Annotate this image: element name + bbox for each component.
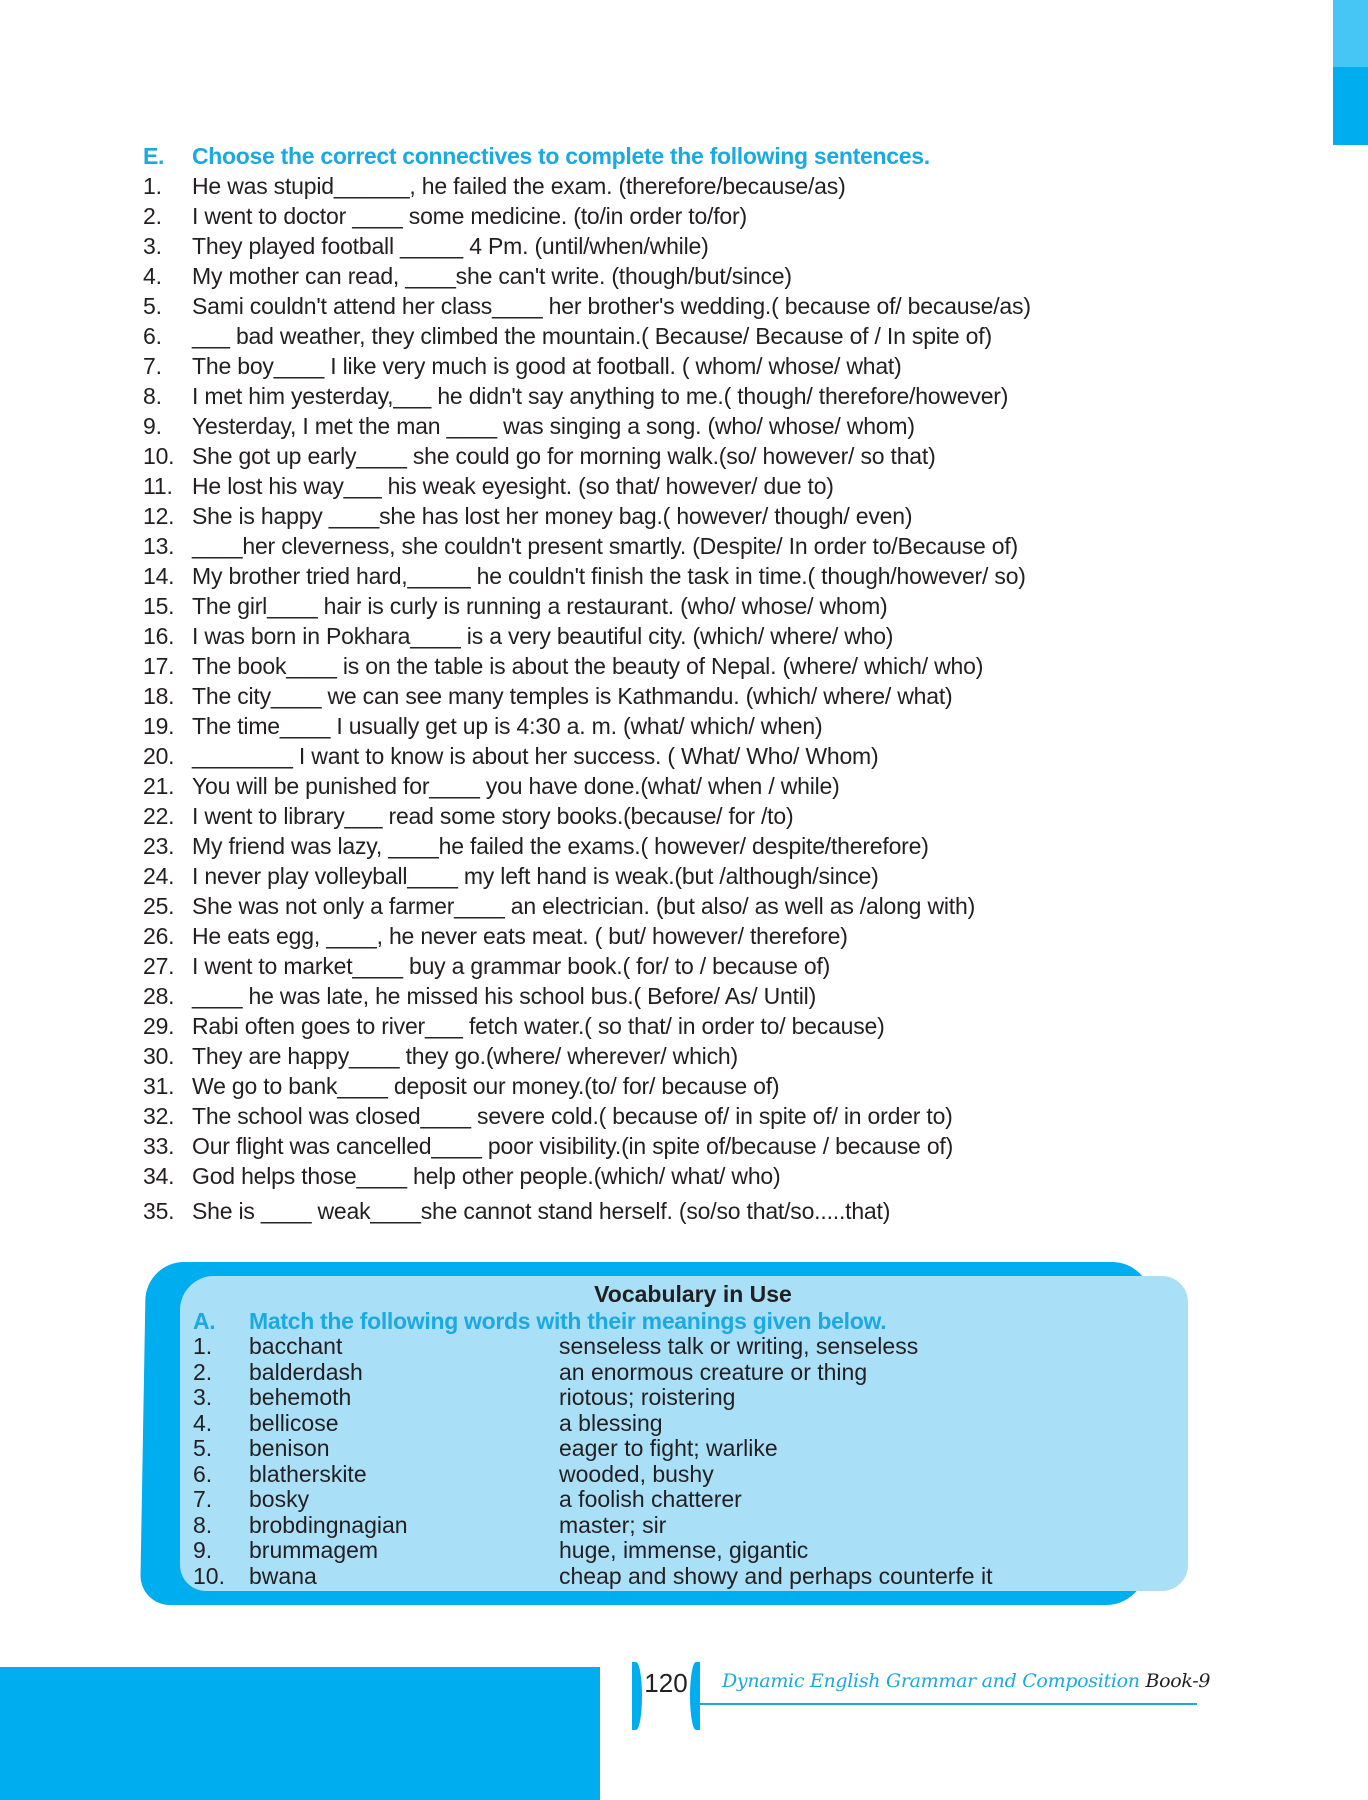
vocabulary-item [193,1334,992,1360]
item-text: I was born in Pokhara____ is a very beautiful city. (which/ where/ who) [192,623,894,649]
exercise-item [143,561,1203,591]
item-number: 31. [143,1073,175,1099]
item-number: 13. [143,533,175,559]
item-text: He was stupid______, he failed the exam. (therefore/because/as) [192,173,846,199]
item-number: 16. [143,623,175,649]
vocabulary-word: balderdash [249,1358,363,1385]
item-number: 19. [143,713,175,739]
exercise-heading [143,141,1203,171]
item-number: 28. [143,983,175,1009]
item-number: 29. [143,1013,175,1039]
page-edge-tab-dark [1333,67,1368,145]
exercise-item [143,831,1203,861]
item-number: 7. [193,1486,213,1512]
footer-color-bar [0,1667,600,1800]
exercise-item [143,711,1203,741]
vocabulary-meaning: wooded, bushy [559,1460,714,1487]
item-text: The city____ we can see many temples is Kathmandu. (which/ where/ what) [192,683,953,709]
item-number: 3. [143,233,162,259]
item-number: 4. [193,1409,213,1436]
item-text: God helps those____ help other people.(which/ what/ who) [192,1163,781,1189]
vocabulary-letter: A. [193,1308,216,1334]
vocabulary-meaning: cheap and showy and perhaps counterfe it [559,1562,993,1589]
item-number: 9. [193,1537,213,1563]
item-number: 33. [143,1133,175,1159]
vocabulary-meaning: senseless talk or writing, senseless [559,1333,919,1359]
exercise-item [143,501,1203,531]
exercise-item [143,471,1203,501]
item-number: 32. [143,1103,175,1129]
vocabulary-item [193,1436,992,1462]
item-number: 18. [143,683,175,709]
vocabulary-item [193,1513,992,1539]
vocabulary-word: behemoth [249,1384,352,1410]
exercise-item [143,381,1203,411]
book-volume: Book-9 [1145,1670,1211,1692]
item-number: 12. [143,503,175,529]
exercise-item [143,1011,1203,1041]
item-number: 6. [143,323,162,349]
vocabulary-meaning: huge, immense, gigantic [559,1537,809,1563]
exercise-item [143,171,1203,201]
item-number: 2. [143,203,162,229]
vocabulary-heading [193,1308,886,1334]
item-text: Our flight was cancelled____ poor visibility.(in spite of/because / because of) [192,1133,954,1159]
item-number: 8. [193,1511,213,1538]
item-number: 24. [143,863,175,889]
item-text: ___ bad weather, they climbed the mountain.( Because/ Because of / In spite of) [192,323,992,349]
item-text: They are happy____ they go.(where/ wherever/ which) [192,1043,738,1069]
item-text: She was not only a farmer____ an electrician. (but also/ as well as /along with) [192,893,976,919]
item-number: 6. [193,1460,213,1487]
item-text: I went to doctor ____ some medicine. (to/in order to/for) [192,203,747,229]
item-number: 34. [143,1163,175,1189]
exercise-item [143,951,1203,981]
item-text: She is happy ____she has lost her money bag.( however/ though/ even) [192,503,913,529]
item-text: He lost his way___ his weak eyesight. (so that/ however/ due to) [192,473,834,499]
vocabulary-word: brummagem [249,1537,379,1563]
item-number: 5. [143,293,162,319]
vocabulary-word: bacchant [249,1333,343,1359]
item-text: The school was closed____ severe cold.( because of/ in spite of/ in order to) [192,1103,953,1129]
exercise-item [143,861,1203,891]
exercise-item [143,1131,1203,1161]
item-number: 25. [143,893,175,919]
item-text: The book____ is on the table is about the beauty of Nepal. (where/ which/ who) [192,653,984,679]
item-number: 20. [143,743,175,769]
vocabulary-item [193,1360,992,1386]
exercise-item [143,681,1203,711]
footer-book-title [722,1670,1210,1692]
item-text: Yesterday, I met the man ____ was singing a song. (who/ whose/ whom) [192,413,915,439]
exercise-item [143,201,1203,231]
exercise-instruction: Choose the correct connectives to complete the following sentences. [192,143,930,169]
exercise-letter: E. [143,143,165,169]
exercise-item [143,621,1203,651]
exercise-item [143,531,1203,561]
exercise-item [143,321,1203,351]
item-text: She is ____ weak____she cannot stand herself. (so/so that/so.....that) [192,1198,891,1224]
vocabulary-item [193,1462,992,1488]
right-bracket-icon [690,1662,700,1730]
vocabulary-word: bellicose [249,1409,339,1436]
vocabulary-list [193,1334,992,1589]
item-text: My friend was lazy, ____he failed the exams.( however/ despite/therefore) [192,833,929,859]
page-edge-tab-light [1333,0,1368,67]
exercise-item [143,921,1203,951]
vocabulary-word: blatherskite [249,1460,367,1487]
item-number: 23. [143,833,175,859]
footer-rule [698,1703,1197,1705]
item-number: 22. [143,803,175,829]
exercise-item [143,891,1203,921]
exercise-e-connectives [143,141,1203,1226]
exercise-item [143,261,1203,291]
vocabulary-meaning: a blessing [559,1409,663,1436]
vocabulary-meaning: an enormous creature or thing [559,1358,868,1385]
item-number: 17. [143,653,175,679]
item-number: 2. [193,1358,213,1385]
vocabulary-word: brobdingnagian [249,1511,408,1538]
item-text: They played football _____ 4 Pm. (until/when/while) [192,233,709,259]
item-text: Sami couldn't attend her class____ her brother's wedding.( because of/ because/as) [192,293,1031,319]
exercise-item [143,441,1203,471]
book-title: Dynamic English Grammar and Composition [722,1670,1140,1692]
item-number: 9. [143,413,162,439]
item-number: 3. [193,1384,213,1410]
item-text: The boy____ I like very much is good at football. ( whom/ whose/ what) [192,353,902,379]
exercise-item [143,1101,1203,1131]
item-number: 14. [143,563,175,589]
page-number: 120 [644,1668,688,1698]
exercise-item [143,651,1203,681]
item-text: ____her cleverness, she couldn't present smartly. (Despite/ In order to/Because of) [192,533,1019,559]
vocabulary-word: bwana [249,1562,317,1589]
exercise-item [143,351,1203,381]
vocabulary-item [193,1411,992,1437]
item-text: I met him yesterday,___ he didn't say anything to me.( though/ therefore/however) [192,383,1009,409]
item-number: 11. [143,473,173,499]
item-number: 30. [143,1043,175,1069]
item-text: I went to library___ read some story books.(because/ for /to) [192,803,794,829]
vocabulary-instruction: Match the following words with their meanings given below. [249,1308,887,1334]
item-text: Rabi often goes to river___ fetch water.( so that/ in order to/ because) [192,1013,885,1039]
vocabulary-meaning: riotous; roistering [559,1384,736,1410]
item-number: 26. [143,923,175,949]
item-number: 10. [193,1562,225,1589]
item-text: My brother tried hard,_____ he couldn't finish the task in time.( though/however/ so) [192,563,1026,589]
item-number: 5. [193,1435,213,1461]
item-text: My mother can read, ____she can't write. (though/but/since) [192,263,792,289]
vocabulary-title: Vocabulary in Use [594,1281,792,1307]
item-text: You will be punished for____ you have done.(what/ when / while) [192,773,840,799]
item-text: We go to bank____ deposit our money.(to/ for/ because of) [192,1073,780,1099]
exercise-item [143,411,1203,441]
exercise-item [143,981,1203,1011]
exercise-item [143,771,1203,801]
item-text: I went to market____ buy a grammar book.( for/ to / because of) [192,953,831,979]
exercise-item [143,231,1203,261]
vocabulary-item [193,1538,992,1564]
exercise-item [143,1041,1203,1071]
vocabulary-word: bosky [249,1486,310,1512]
item-number: 10. [143,443,175,469]
exercise-item [143,1196,1203,1226]
vocabulary-meaning: eager to fight; warlike [559,1435,778,1461]
item-number: 27. [143,953,175,979]
vocabulary-word: benison [249,1435,330,1461]
page-number-badge [632,1662,700,1730]
exercise-item [143,801,1203,831]
item-text: The girl____ hair is curly is running a restaurant. (who/ whose/ whom) [192,593,888,619]
item-text: She got up early____ she could go for morning walk.(so/ however/ so that) [192,443,936,469]
exercise-item [143,1161,1203,1191]
item-text: ____ he was late, he missed his school bus.( Before/ As/ Until) [192,983,817,1009]
item-number: 1. [143,173,162,199]
vocabulary-item [193,1487,992,1513]
exercise-item [143,1071,1203,1101]
exercise-item [143,591,1203,621]
vocabulary-item [193,1385,992,1411]
item-number: 7. [143,353,162,379]
item-number: 15. [143,593,175,619]
item-number: 35. [143,1198,175,1224]
vocabulary-item [193,1564,992,1590]
item-text: The time____ I usually get up is 4:30 a. m. (what/ which/ when) [192,713,823,739]
item-number: 1. [193,1333,213,1359]
item-number: 21. [143,773,175,799]
item-number: 4. [143,263,162,289]
item-text: ________ I want to know is about her success. ( What/ Who/ Whom) [192,743,879,769]
item-text: He eats egg, ____, he never eats meat. ( but/ however/ therefore) [192,923,848,949]
exercise-list [143,171,1203,1226]
exercise-item [143,291,1203,321]
vocabulary-meaning: master; sir [559,1511,667,1538]
vocabulary-meaning: a foolish chatterer [559,1486,742,1512]
item-text: I never play volleyball____ my left hand is weak.(but /although/since) [192,863,879,889]
exercise-item [143,741,1203,771]
item-number: 8. [143,383,162,409]
